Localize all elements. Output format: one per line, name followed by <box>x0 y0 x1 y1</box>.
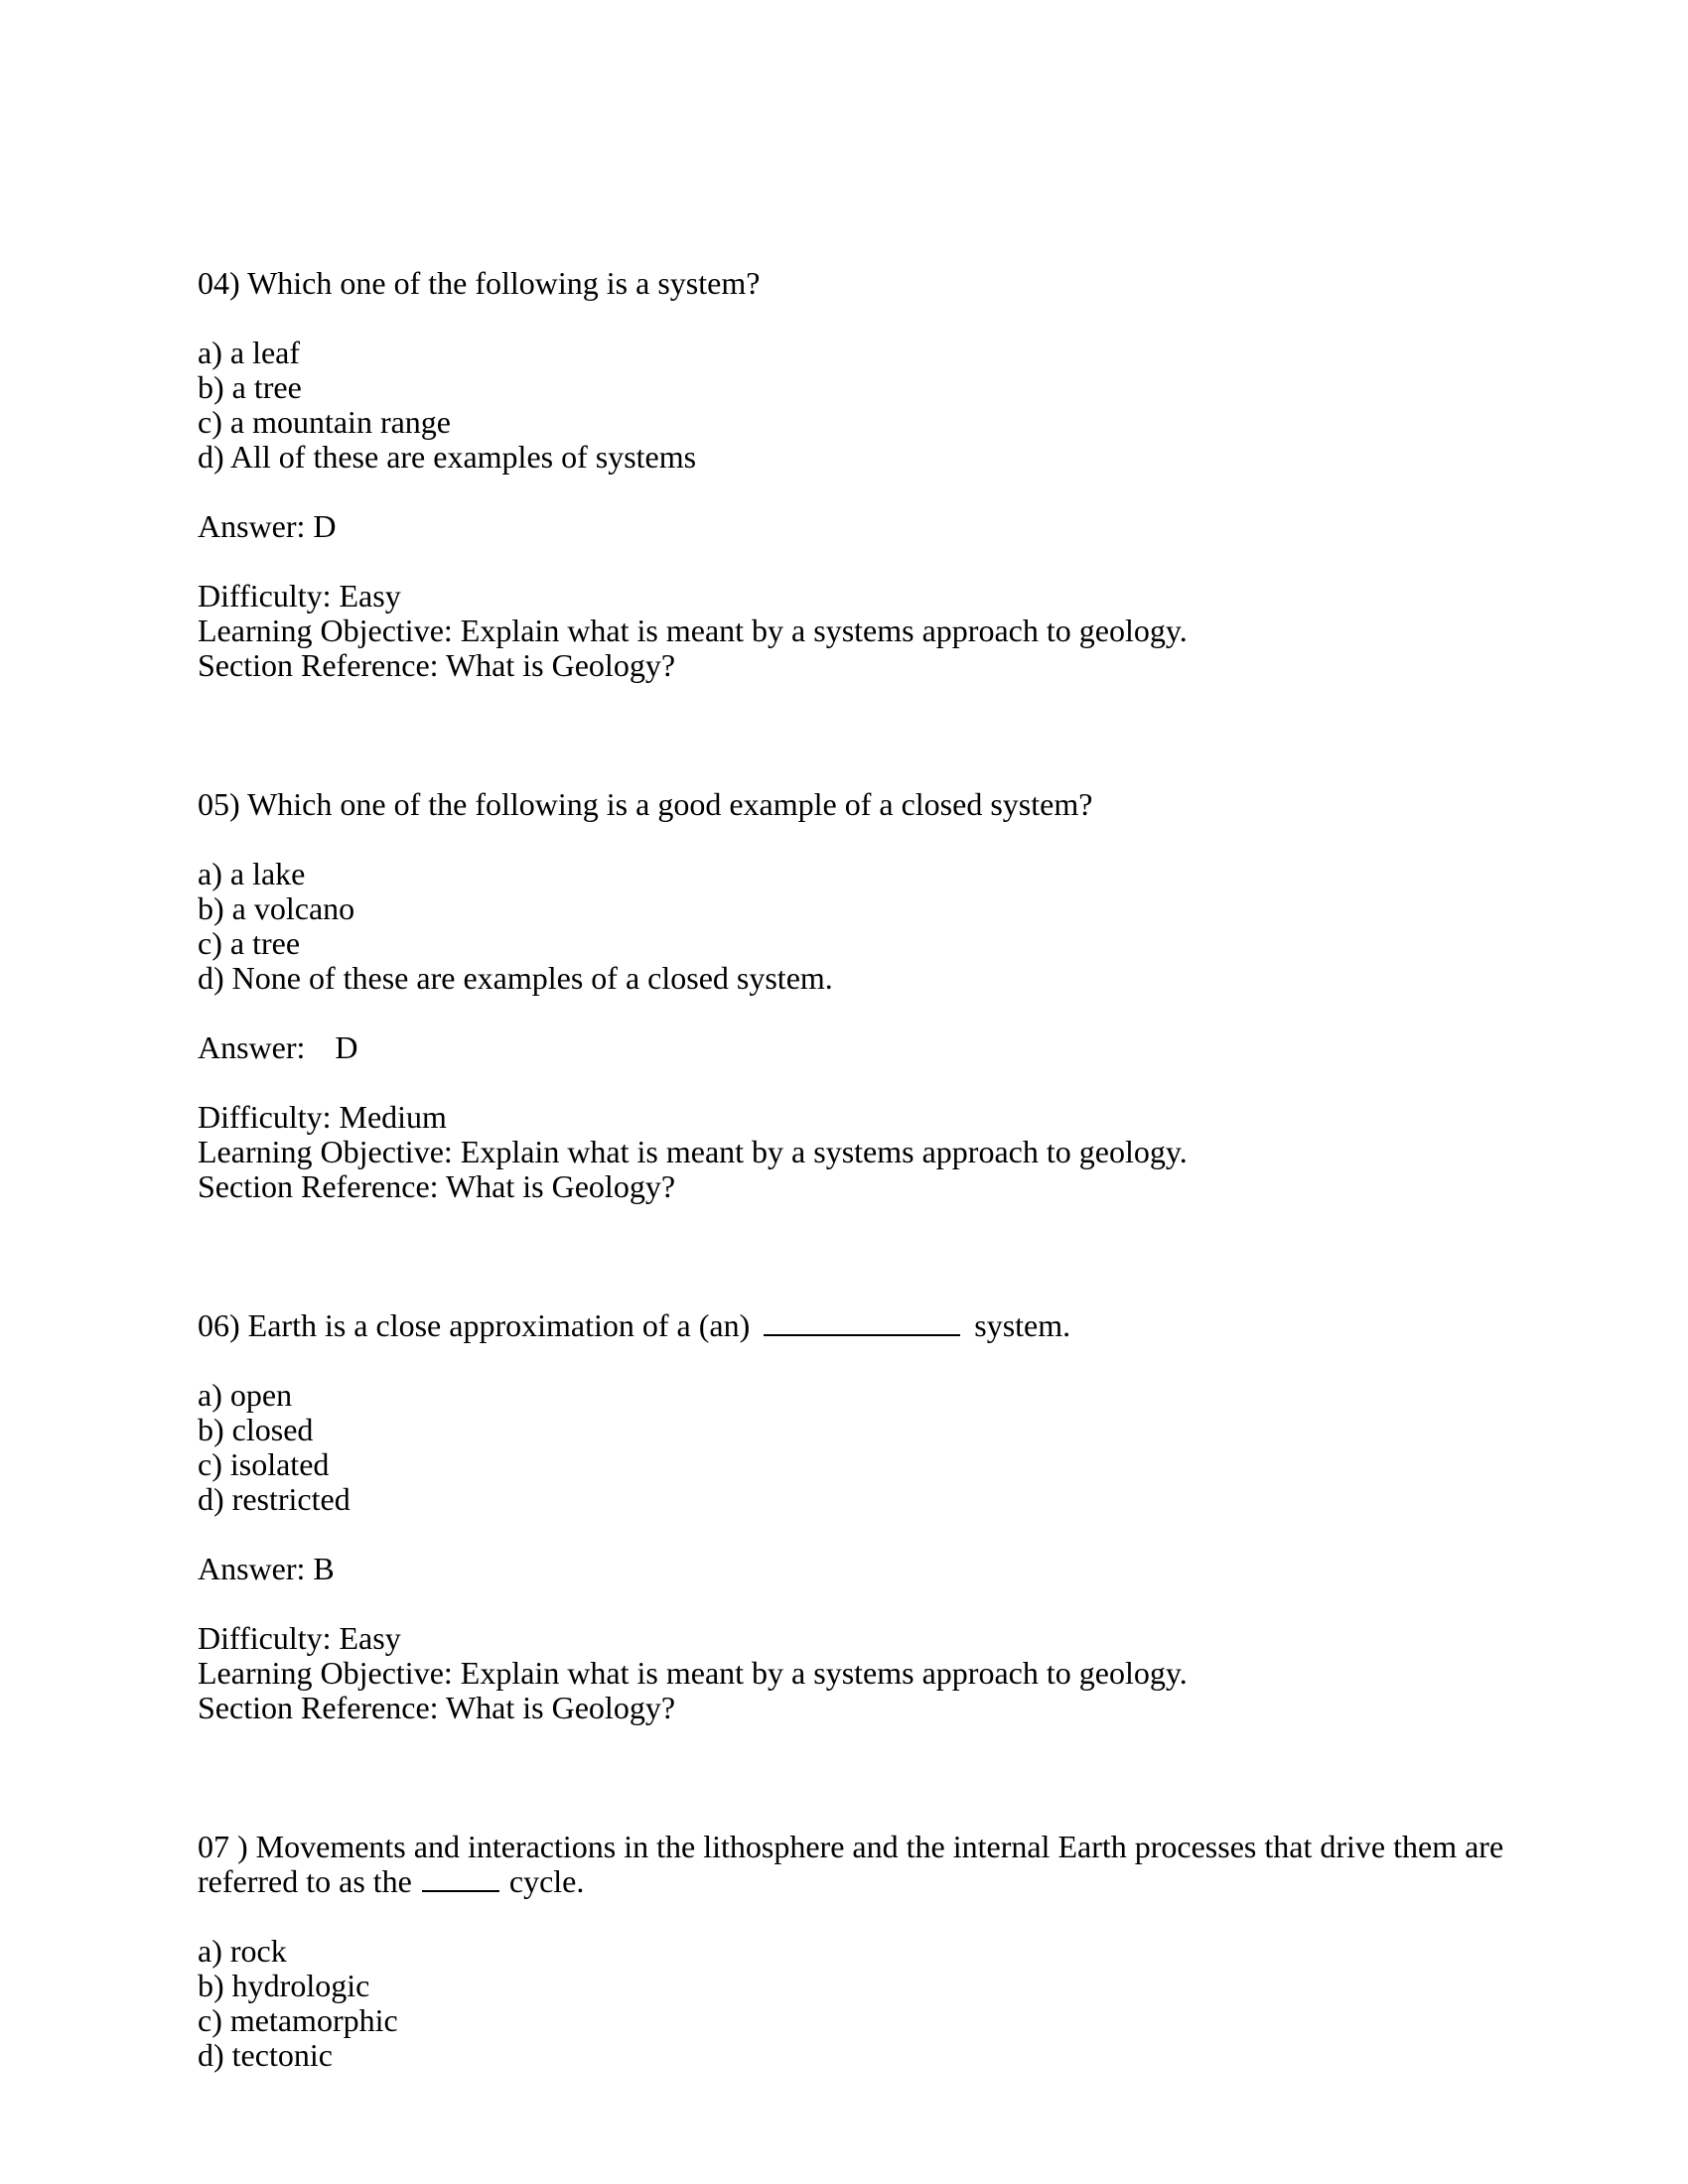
answer-blank <box>764 1308 960 1336</box>
question-06 <box>198 1308 1498 1725</box>
option-c: c) metamorphic <box>198 2002 398 2038</box>
question-04 <box>198 266 1498 683</box>
answer-value: B <box>313 1551 335 1586</box>
difficulty: Difficulty: Medium <box>198 1099 447 1135</box>
option-b: b) a tree <box>198 369 302 405</box>
answer-label: Answer: <box>198 508 306 544</box>
answer-value: D <box>335 1029 358 1065</box>
option-d: d) All of these are examples of systems <box>198 439 697 475</box>
stem-after-blank: cycle. <box>508 1863 585 1899</box>
answer-blank <box>422 1864 499 1892</box>
option-a: a) open <box>198 1377 293 1413</box>
stem-before-blank: referred to as the <box>198 1863 412 1899</box>
difficulty: Difficulty: Easy <box>198 578 401 614</box>
option-b: b) closed <box>198 1412 314 1447</box>
answer-label: Answer: <box>198 1551 306 1586</box>
question-stem-line-1: 07 ) Movements and interactions in the lithosphere and the internal Earth processes that drive them are <box>198 1829 1504 1864</box>
learning-objective: Learning Objective: Explain what is meant by a systems approach to geology. <box>198 1655 1188 1691</box>
option-b: b) a volcano <box>198 890 355 926</box>
option-c: c) a mountain range <box>198 404 451 440</box>
answer-line <box>198 1030 1498 1065</box>
learning-objective: Learning Objective: Explain what is meant by a systems approach to geology. <box>198 613 1188 648</box>
option-c: c) a tree <box>198 925 301 961</box>
document-page <box>198 265 1504 2073</box>
difficulty: Difficulty: Easy <box>198 1620 401 1656</box>
option-a: a) a leaf <box>198 335 301 370</box>
option-a: a) rock <box>198 1933 287 1969</box>
answer-line <box>198 1552 1498 1586</box>
option-b: b) hydrologic <box>198 1968 370 2003</box>
option-a: a) a lake <box>198 856 306 891</box>
answer-line <box>198 509 1498 544</box>
question-05 <box>198 787 1498 1204</box>
option-d: d) tectonic <box>198 2037 333 2073</box>
answer-label: Answer: <box>198 1029 306 1065</box>
question-stem <box>198 1308 1498 1343</box>
option-d: d) restricted <box>198 1481 351 1517</box>
section-reference: Section Reference: What is Geology? <box>198 647 676 683</box>
option-c: c) isolated <box>198 1446 330 1482</box>
question-stem: 05) Which one of the following is a good example of a closed system? <box>198 786 1093 822</box>
stem-after-blank: system. <box>974 1307 1071 1343</box>
option-d: d) None of these are examples of a closed system. <box>198 960 833 996</box>
question-stem: 04) Which one of the following is a system? <box>198 265 761 301</box>
question-07 <box>198 1829 1504 2073</box>
learning-objective: Learning Objective: Explain what is meant by a systems approach to geology. <box>198 1134 1188 1169</box>
answer-value: D <box>313 508 337 544</box>
section-reference: Section Reference: What is Geology? <box>198 1168 676 1204</box>
section-reference: Section Reference: What is Geology? <box>198 1690 676 1725</box>
stem-before-blank: 06) Earth is a close approximation of a (an) <box>198 1307 751 1343</box>
question-stem-line-2 <box>198 1864 1498 1899</box>
